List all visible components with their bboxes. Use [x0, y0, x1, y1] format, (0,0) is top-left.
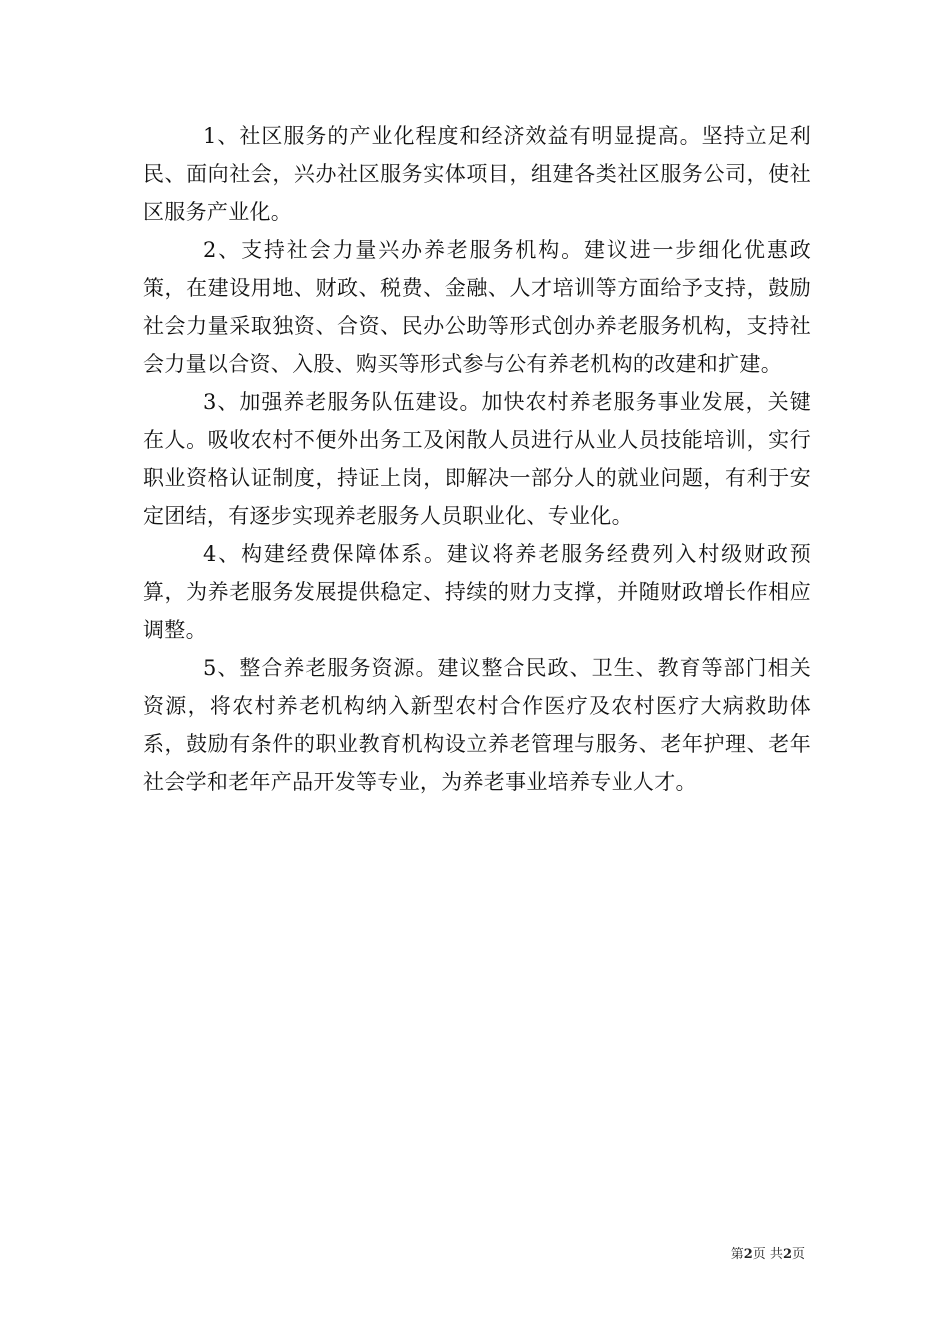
footer-current-page: 2	[743, 1247, 753, 1262]
footer-prefix: 第	[730, 1247, 744, 1262]
paragraph-3: 3、加强养老服务队伍建设。加快农村养老服务事业发展，关键在人。吸收农村不便外出务工及闲散人员进行从业人员技能培训，实行职业资格认证制度，持证上岗，即解决一部分人的就业问题，有利于安定团结，有逐步实现养老服务人员职业化、专业化。	[143, 390, 811, 528]
paragraph-1: 1、社区服务的产业化程度和经济效益有明显提高。坚持立足利民、面向社会，兴办社区服务实体项目，组建各类社区服务公司，使社区服务产业化。	[143, 124, 811, 224]
document-body	[143, 117, 811, 801]
paragraph-2: 2、支持社会力量兴办养老服务机构。建议进一步细化优惠政策，在建设用地、财政、税费、金融、人才培训等方面给予支持，鼓励社会力量采取独资、合资、民办公助等形式创办养老服务机构，支持社会力量以合资、入股、购买等形式参与公有养老机构的改建和扩建。	[143, 238, 811, 376]
footer-middle: 页 共	[752, 1247, 783, 1262]
paragraph-5: 5、整合养老服务资源。建议整合民政、卫生、教育等部门相关资源，将农村养老机构纳入新型农村合作医疗及农村医疗大病救助体系，鼓励有条件的职业教育机构设立养老管理与服务、老年护理、老年社会学和老年产品开发等专业，为养老事业培养专业人才。	[143, 656, 811, 794]
footer-total-pages: 2	[782, 1247, 792, 1262]
footer-suffix: 页	[791, 1247, 805, 1262]
paragraph-4: 4、构建经费保障体系。建议将养老服务经费列入村级财政预算，为养老服务发展提供稳定、持续的财力支撑，并随财政增长作相应调整。	[143, 542, 811, 642]
page-footer	[731, 1246, 805, 1264]
